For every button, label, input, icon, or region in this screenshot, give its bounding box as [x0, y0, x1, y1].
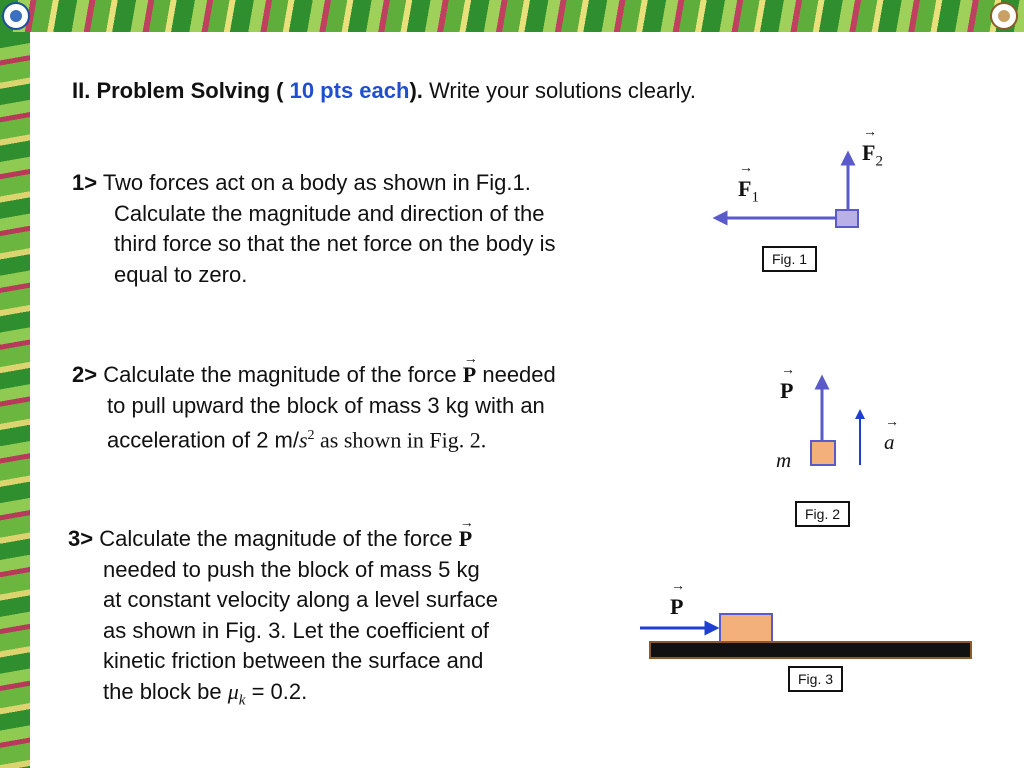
- fig-1-f1-letter: → F: [738, 176, 751, 202]
- problem-3-line-5: kinetic friction between the surface and: [103, 648, 484, 673]
- problem-2-force-vector: → P: [463, 360, 476, 391]
- fig-2-a-letter: → a: [884, 430, 895, 455]
- fig-1-f2-label: [862, 140, 883, 170]
- fig-1-f1-label: [738, 176, 759, 206]
- problem-3: [68, 524, 498, 715]
- problem-1-line-1: Two forces act on a body as shown in Fig.1.: [102, 170, 531, 195]
- heading-points: 10 pts each: [289, 78, 410, 103]
- fig-3-p-letter: → P: [670, 594, 683, 620]
- decorative-top-border: [0, 0, 1024, 32]
- problem-1-number: 1>: [72, 170, 98, 195]
- problem-3-force-vector: → P: [459, 524, 472, 555]
- problem-2-line-3a: acceleration of 2 m/: [107, 427, 299, 453]
- heading-suffix: ).: [409, 78, 423, 103]
- problem-2: [72, 360, 556, 456]
- problem-3-line-6b: = 0.2.: [245, 678, 308, 704]
- fig-1-f2-letter: → F: [862, 140, 875, 166]
- decorative-left-border: [0, 32, 30, 768]
- fig-2-p-label: [780, 378, 793, 404]
- fig-2-p-letter: → P: [780, 378, 793, 404]
- problem-1: [72, 168, 555, 290]
- school-logo-icon: [2, 2, 30, 30]
- fig-2-caption: Fig. 2: [795, 501, 850, 527]
- fig-3-surface: [650, 642, 971, 658]
- problem-3-mu-symbol: μ: [227, 678, 239, 704]
- section-heading: [72, 76, 696, 107]
- problem-3-line-4: as shown in Fig. 3. Let the coefficient of: [103, 617, 490, 643]
- seal-logo-icon: [990, 2, 1018, 30]
- problem-2-exponent: 2: [307, 428, 315, 443]
- problem-1-line-3: third force so that the net force on the body is: [114, 231, 556, 256]
- fig-1-f1-subscript: 1: [751, 189, 759, 206]
- problem-1-line-2: Calculate the magnitude and direction of the: [114, 200, 545, 226]
- heading-instruction: Write your solutions clearly.: [422, 78, 696, 103]
- problem-2-line-1a: Calculate the magnitude of the force: [103, 362, 463, 387]
- problem-2-number: 2>: [72, 362, 98, 387]
- problem-2-line-3b: as shown in Fig. 2.: [314, 427, 487, 453]
- problem-3-line-2: needed to push the block of mass 5 kg: [103, 556, 480, 582]
- problem-3-line-6a: the block be: [103, 678, 228, 704]
- heading-prefix: II. Problem Solving (: [72, 78, 290, 103]
- fig-2-a-label: [884, 430, 895, 455]
- problem-2-line-2: to pull upward the block of mass 3 kg with an: [107, 392, 545, 418]
- problem-1-line-4: equal to zero.: [114, 261, 248, 287]
- fig-1-f2-subscript: 2: [875, 153, 883, 170]
- fig-3-block: [720, 614, 772, 644]
- fig-3-caption: Fig. 3: [788, 666, 843, 692]
- problem-2-line-1b: needed: [476, 362, 556, 387]
- problem-3-k-subscript: k: [238, 691, 246, 708]
- fig-1-caption: Fig. 1: [762, 246, 817, 272]
- fig-3-p-label: [670, 594, 683, 620]
- fig-1-body: [836, 210, 858, 227]
- problem-3-line-1a: Calculate the magnitude of the force: [99, 526, 459, 551]
- problem-3-number: 3>: [68, 526, 94, 551]
- fig-2-block: [811, 441, 835, 465]
- problem-2-s-symbol: s: [298, 427, 308, 453]
- fig-2-m-label: m: [776, 448, 792, 472]
- problem-3-line-3: at constant velocity along a level surface: [103, 587, 499, 612]
